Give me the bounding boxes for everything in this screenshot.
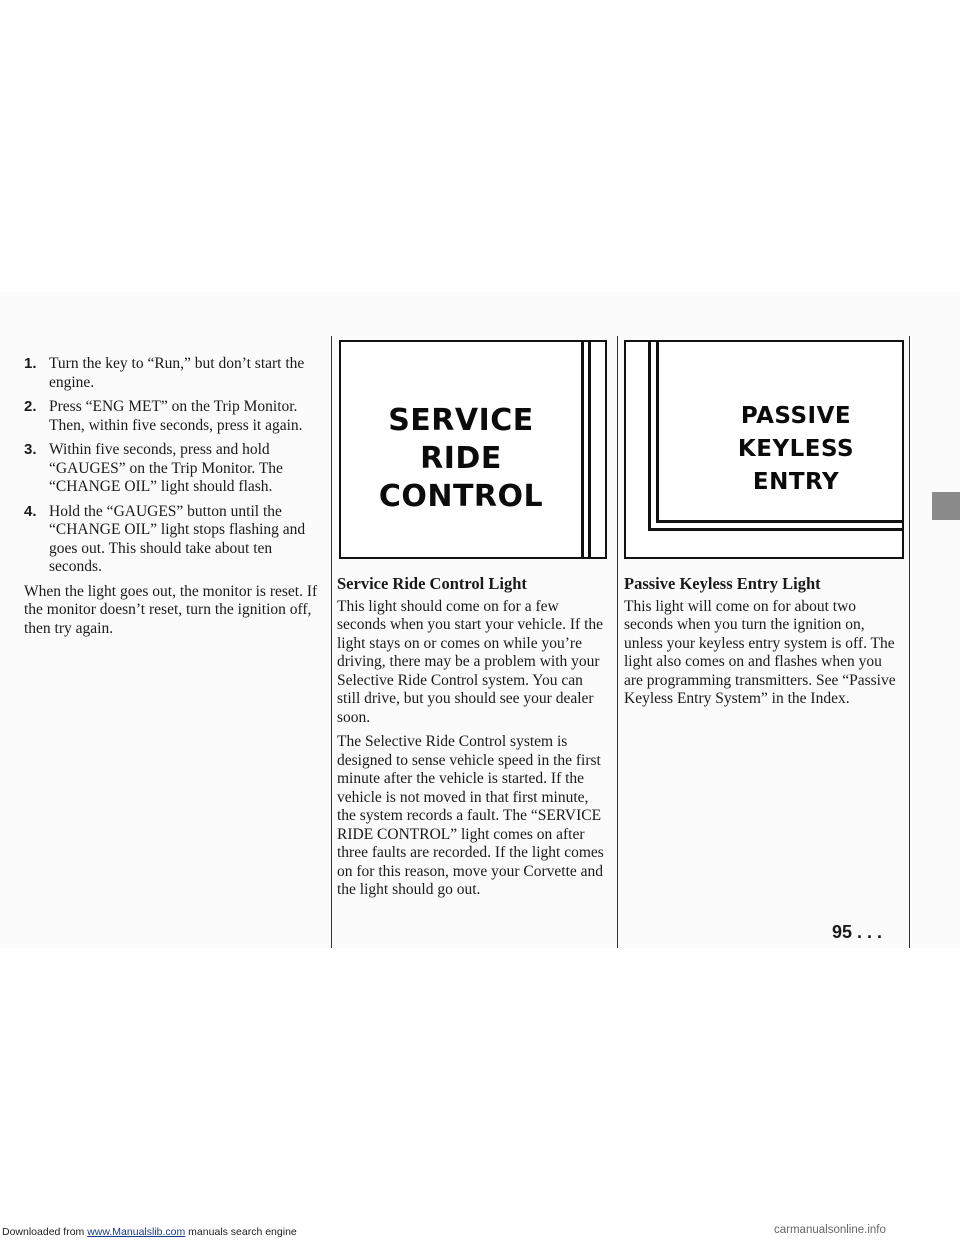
passive-keyless-entry-indicator <box>624 340 904 559</box>
step-item: 4. Hold the “GAUGES” button until the “CHANGE OIL” light stops flashing and goes out. This should take about ten seconds. <box>24 502 306 575</box>
section-tab-marker <box>932 492 960 520</box>
step-item: 2. Press “ENG MET” on the Trip Monitor. Then, within five seconds, press it again. <box>24 398 303 434</box>
indicator-bar <box>581 340 584 559</box>
indicator-bar <box>588 340 591 559</box>
body-paragraph: This light should come on for a few seconds when you start your vehicle. If the light stays on or comes on while you’re driving, there may be a problem with your Selective Ride Control system. You can still drive, but you should see your dealer soon. <box>337 597 604 726</box>
body-paragraph: This light will come on for about two seconds when you turn the ignition on, unless your keyless entry system is off. The light also comes on and flashes when you are programming transmitters. See “Passive Keyless Entry System” in the Index. <box>624 597 896 707</box>
indicator-bar <box>656 340 659 522</box>
reset-procedure-column <box>24 355 324 644</box>
service-ride-control-indicator <box>339 340 607 559</box>
body-paragraph: The Selective Ride Control system is designed to sense vehicle speed in the first minute after the vehicle is started. If the vehicle is not moved in that first minute, the system records a fault. The “SERVICE RIDE CONTROL” light comes on after three faults are recorded. If the light comes on for this reason, move your Corvette and the light should go out. <box>337 733 604 898</box>
page-number: 95 . . . <box>832 922 883 942</box>
step-item: 1. Turn the key to “Run,” but don’t start the engine. <box>24 355 305 391</box>
watermark-text: carmanualsonline.info <box>774 1224 886 1236</box>
reset-steps-list <box>24 355 324 577</box>
service-ride-control-heading: Service Ride Control Light <box>337 574 527 593</box>
download-footer: Downloaded from www.Manualslib.com manuals search engine <box>2 1226 297 1238</box>
column-rule-1 <box>331 336 332 948</box>
indicator-bar <box>656 520 904 523</box>
passive-keyless-entry-heading: Passive Keyless Entry Light <box>624 574 821 593</box>
reset-note-paragraph: When the light goes out, the monitor is reset. If the monitor doesn’t reset, turn the ignition off, then try again. <box>24 582 318 637</box>
passive-keyless-entry-label: PASSIVE KEYLESS ENTRY <box>737 403 855 495</box>
service-ride-control-column <box>337 575 605 906</box>
manualslib-link[interactable]: www.Manualslib.com <box>87 1226 186 1238</box>
indicator-bar <box>648 528 904 531</box>
column-rule-3 <box>909 336 910 948</box>
column-rule-2 <box>617 336 618 948</box>
service-ride-control-label: SERVICE RIDE CONTROL <box>378 403 544 514</box>
passive-keyless-entry-column <box>624 575 904 715</box>
step-item: 3. Within five seconds, press and hold “GAUGES” on the Trip Monitor. The “CHANGE OIL” light should flash. <box>24 441 283 495</box>
indicator-bar <box>648 340 651 530</box>
